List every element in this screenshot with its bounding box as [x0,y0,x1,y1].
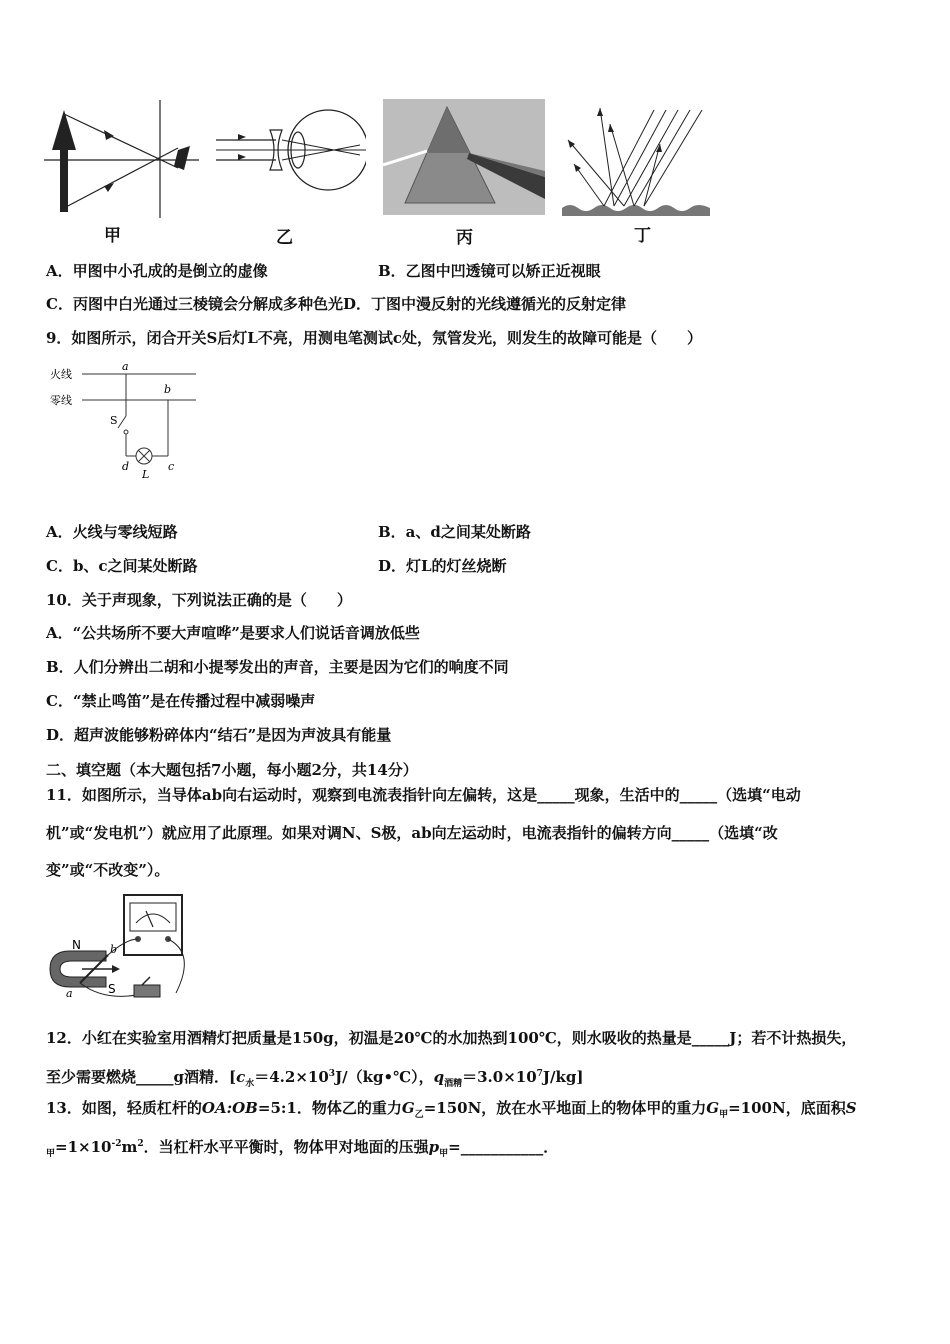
q10-stem: 10．关于声现象，下列说法正确的是（ ） [46,591,352,609]
q9-stem: 9．如图所示，闭合开关S后灯L不亮，用测电笔测试c处，氖管发光，则发生的故障可能是（ ） [46,329,702,347]
n-pole-label: N [72,938,81,952]
lever-ratio: OA:OB [201,1099,258,1117]
alcohol-exponent: 7 [536,1069,543,1079]
point-c-label: c [168,460,175,473]
point-d-label: d [122,460,130,473]
q13-weight-yi: =150N，放在水平地面上的物体甲的重力 [423,1099,707,1117]
q11-line2: 机”或“发电机”）就应用了此原理。如果对调N、S极，ab向左运动时，电流表指针的偏转方向_____（选填“改 [46,824,778,842]
q10-option-b: B．人们分辨出二胡和小提琴发出的声音，主要是因为它们的响度不同 [46,658,509,676]
q11-line3: 变”或“不改变”）。 [46,861,170,879]
figure-caption-bing: 丙 [456,228,473,248]
conductor-a-label: a [66,987,73,1000]
q11-line1: 11．如图所示，当导体ab向右运动时，观察到电流表指针向左偏转，这是_____现象，生活中的_____（选填“电动 [46,786,801,804]
pressure-subscript: 甲 [439,1149,449,1159]
diffuse-reflection-figure [562,104,710,216]
q13-line2 [46,1134,558,1164]
q8-option-b: B．乙图中凹透镜可以矫正近视眼 [378,262,601,280]
section-heading: 二、填空题（本大题包括7小题，每小题2分，共14分） [46,761,418,779]
heat-value-symbol: q [433,1068,445,1086]
water-exponent: 3 [328,1069,336,1079]
q12-line2-prefix: 至少需要燃烧_____g酒精．[ [46,1068,237,1086]
weight-symbol-yi: G [401,1099,415,1117]
q13-prefix: 13．如图，轻质杠杆的 [46,1099,202,1117]
area-symbol: S [845,1099,857,1117]
area-exponent: -2 [111,1139,122,1149]
q9-option-d: D．灯L的灯丝烧断 [378,557,507,575]
figure-caption-yi: 乙 [276,228,293,248]
alcohol-unit: J/kg] [542,1068,584,1086]
point-b-label: b [164,383,172,396]
q8-option-a: A．甲图中小孔成的是倒立的虚像 [46,262,268,280]
q13-line1 [46,1098,857,1125]
q13-ratio-text: =5:1．物体乙的重力 [257,1099,402,1117]
area-subscript: 甲 [46,1149,56,1159]
square-exponent: 2 [137,1139,144,1149]
weight-symbol-jia: G [706,1099,720,1117]
lamp-label: L [142,468,150,481]
q13-condition: ．当杠杆水平平衡时，物体甲对地面的压强 [143,1138,429,1156]
q9-option-a: A．火线与零线短路 [46,523,178,541]
water-value: ＝4.2×10 [254,1068,329,1086]
water-unit: J/（kg•℃）， [335,1068,434,1086]
q12-line2 [46,1064,583,1094]
switch-label: S [110,414,118,427]
q8-option-cd: C．丙图中白光通过三棱镜会分解成多种色光D．丁图中漫反射的光线遵循光的反射定律 [46,295,626,313]
prism-figure [383,99,545,215]
alcohol-value: ＝3.0×10 [462,1068,537,1086]
q9-option-b: B．a、d之间某处断路 [378,523,531,541]
point-a-label: a [122,360,129,373]
neutral-wire-label: 零线 [50,394,72,407]
q10-option-c: C．“禁止鸣笛”是在传播过程中减弱噪声 [46,692,316,710]
area-unit: m [121,1138,138,1156]
live-wire-label: 火线 [50,368,72,381]
q13-weight-jia: =100N，底面积 [728,1099,846,1117]
s-pole-label: S [108,982,116,996]
yi-subscript: 乙 [414,1110,424,1120]
specific-heat-symbol: c [236,1068,246,1086]
pressure-symbol: p [428,1138,440,1156]
q13-answer-blank: =___________． [448,1138,559,1156]
conductor-b-label: b [110,943,118,956]
water-subscript: 水 [245,1079,255,1089]
q12-line1: 12．小红在实验室用酒精灯把质量是150g，初温是20℃的水加热到100℃，则水吸收的热量是_____J；若不计热损失， [46,1029,857,1047]
figure-caption-ding: 丁 [634,226,651,246]
q10-option-d: D．超声波能够粉碎体内“结石”是因为声波具有能量 [46,726,392,744]
alcohol-subscript: 酒精 [444,1079,463,1089]
pinhole-figure [44,100,199,218]
figure-caption-jia: 甲 [104,226,121,246]
eye-lens-figure [216,100,366,200]
area-value: =1×10 [55,1138,112,1156]
circuit-figure [46,360,201,490]
induction-figure [46,893,206,1005]
jia-subscript: 甲 [719,1110,729,1120]
q9-option-c: C．b、c之间某处断路 [46,557,198,575]
q10-option-a: A．“公共场所不要大声喧哗”是要求人们说话音调放低些 [46,624,420,642]
